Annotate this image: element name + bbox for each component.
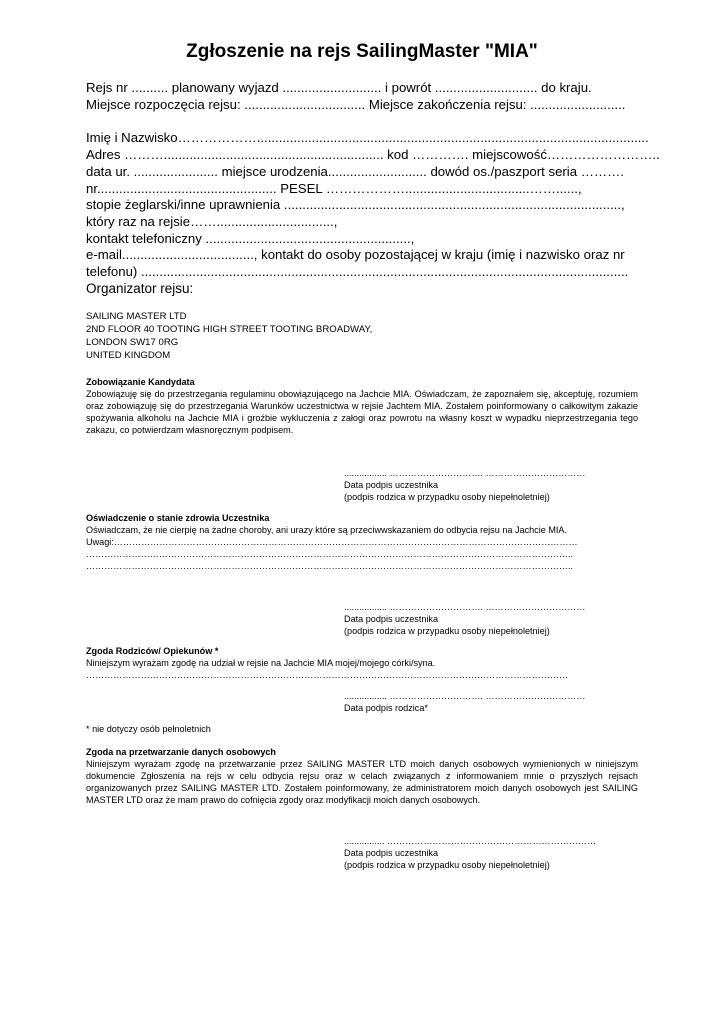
health-remarks-dots: …………………………………………………………………………………………………………………………………………….. bbox=[86, 549, 574, 559]
form-line-birth: data ur. ....................... miejsce urodzenia........................... dowód os./paszport seria ………. bbox=[86, 163, 624, 179]
parents-heading: Zgoda Rodziców/ Opiekunów * bbox=[86, 646, 219, 656]
form-line-name: Imię i Nazwisko………………........................................................................................................... bbox=[86, 130, 649, 146]
form-line-ports: Miejsce rozpoczęcia rejsu: ................................. Miejsce zakończenia rejsu: .......................... bbox=[86, 96, 626, 112]
form-line-email: e-mail...................................., kontakt do osoby pozostającej w kraju (imię i nazwisko oraz nr bbox=[86, 247, 625, 263]
signature-label: Data podpis uczestnika bbox=[344, 480, 439, 490]
form-line-qualifications: stopie żeglarski/inne uprawnienia ............................................................................................, bbox=[86, 197, 625, 213]
organizer-address-line: 2ND FLOOR 40 TOOTING HIGH STREET TOOTING BROADWAY, bbox=[86, 324, 373, 335]
signature-label: Data podpis rodzica* bbox=[344, 703, 428, 713]
health-remarks-dots: …………………………………………………………………………………………………………………………………………….. bbox=[86, 561, 574, 571]
form-line-emergency-phone: telefonu) ..................................................................................................................................... bbox=[86, 264, 629, 280]
commitment-heading: Zobowiązanie Kandydata bbox=[86, 377, 195, 387]
form-line-id: nr................................................. PESEL ………………..................................……......, bbox=[86, 180, 582, 196]
parents-dots: …………………………………………………………………………………………………………………………………………… bbox=[86, 670, 568, 680]
health-section bbox=[86, 512, 638, 572]
signature-dots: ................ …………………………………………………………… bbox=[344, 836, 597, 846]
organizer-heading: Organizator rejsu: bbox=[86, 281, 194, 296]
organizer-address-line: SAILING MASTER LTD bbox=[86, 311, 187, 322]
gdpr-text: Niniejszym wyrażam zgodę na przetwarzanie przez SAILING MASTER LTD moich danych osobowych wymienionych w niniejszym dokumencie Zgłoszenia na rejs w celu odbycia rejsu oraz w celach związanych z informowaniem mnie o przyszłych rejsach organizowanych przez SAILING MASTER LTD. Zostałem poinformowany, że administratorem moich danych osobowych jest SAILING MASTER LTD oraz że mam prawo do cofnięcia zgody oraz modyfikacji moich danych osobowych. bbox=[86, 759, 638, 805]
form-line-address: Adres ………............................................................ kod …………. miejscowość…………………….. bbox=[86, 147, 660, 163]
health-remarks: Uwagi:……………………………………………………………………………………………………………………………………… bbox=[86, 537, 578, 547]
signature-block-participant bbox=[344, 467, 586, 503]
signature-block-health bbox=[344, 601, 586, 637]
signature-dots: ................. …………………………. …………………………… bbox=[344, 691, 586, 701]
form-line-cruise-count: który raz na rejsie……................................, bbox=[86, 213, 338, 229]
page-title: Zgłoszenie na rejs SailingMaster "MIA" bbox=[186, 41, 538, 62]
signature-block-gdpr bbox=[344, 835, 596, 871]
organizer-address-line: LONDON SW17 0RG bbox=[86, 337, 179, 348]
parents-text: Niniejszym wyrażam zgodę na udział w rejsie na Jachcie MIA mojej/mojego córki/syna. bbox=[86, 658, 436, 668]
signature-note: (podpis rodzica w przypadku osoby niepełnoletniej) bbox=[344, 626, 550, 636]
organizer-address-line: UNITED KINGDOM bbox=[86, 350, 171, 361]
application-form bbox=[86, 80, 660, 281]
gdpr-heading: Zgoda na przetwarzanie danych osobowych bbox=[86, 747, 276, 757]
organizer-address bbox=[86, 310, 372, 362]
commitment-text: Zobowiązuję się do przestrzegania regulaminu obowiązującego na Jachcie MIA. Oświadczam, że zapoznałem się, akceptuję, rozumiem oraz zobowiązuję się do przestrzegania Warunków uczestnictwa w rejsie Jachtem MIA. Zostałem poinformowany o całkowitym zakazie spożywania alkoholu na Jachcie MIA i groźbie wykluczenia z załogi oraz powrotu na własny koszt w wypadku nieprzestrzegania tego zakazu, co potwierdzam własnoręcznym podpisem. bbox=[86, 389, 638, 435]
health-heading: Oświadczenie o stanie zdrowia Uczestnika bbox=[86, 513, 270, 523]
signature-note: (podpis rodzica w przypadku osoby niepełnoletniej) bbox=[344, 860, 550, 870]
commitment-section bbox=[86, 376, 638, 436]
form-line-phone: kontakt telefoniczny ........................................................, bbox=[86, 230, 415, 246]
form-line-cruise: Rejs nr .......... planowany wyjazd ........................... i powrót ............................ do kraju. bbox=[86, 80, 592, 95]
footnote: * nie dotyczy osób pełnoletnich bbox=[86, 724, 211, 734]
signature-note: (podpis rodzica w przypadku osoby niepełnoletniej) bbox=[344, 492, 550, 502]
parents-section bbox=[86, 645, 638, 681]
signature-block-parent bbox=[344, 690, 586, 714]
form-spacer bbox=[86, 113, 646, 130]
signature-label: Data podpis uczestnika bbox=[344, 614, 439, 624]
signature-dots: ................. …………………………. …………………………… bbox=[344, 468, 586, 478]
health-text: Oświadczam, że nie cierpię na żadne choroby, ani urazy które są przeciwwskazaniem do odbycia rejsu na Jachcie MIA. bbox=[86, 525, 568, 535]
signature-label: Data podpis uczestnika bbox=[344, 848, 439, 858]
signature-dots: ................. …………………………. …………………………… bbox=[344, 602, 586, 612]
gdpr-section bbox=[86, 746, 638, 806]
